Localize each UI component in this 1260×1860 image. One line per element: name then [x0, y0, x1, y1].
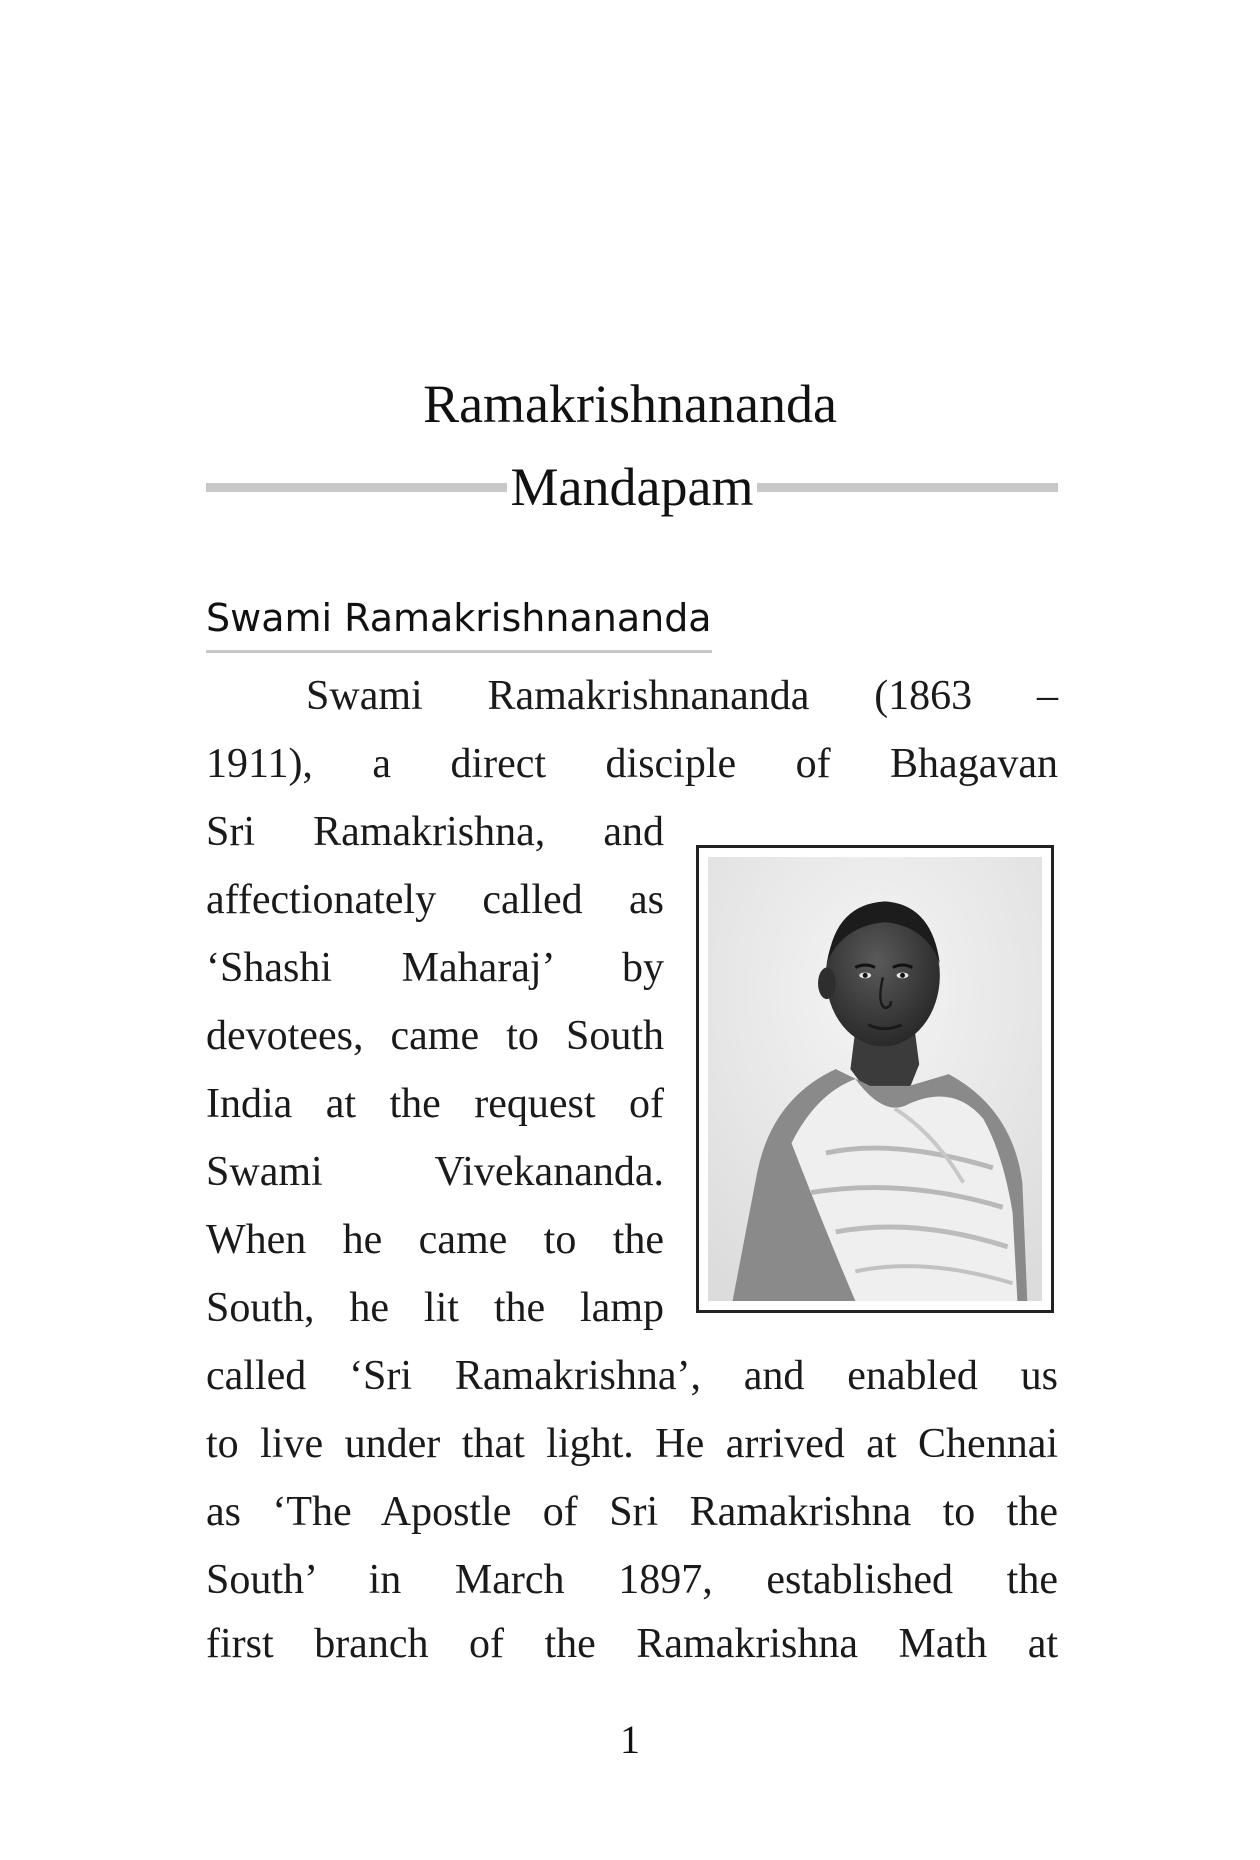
body-line: Swami Vivekananda. — [206, 1149, 664, 1195]
body-line: Swami Ramakrishnananda (1863 – — [306, 673, 1058, 719]
body-line: to live under that light. He arrived at Chennai — [206, 1421, 1058, 1467]
body-line: ‘Shashi Maharaj’ by — [206, 945, 664, 991]
body-line: devotees, came to South — [206, 1013, 664, 1059]
page-title-row — [206, 455, 1058, 519]
page-title-line-2: Mandapam — [510, 457, 754, 517]
title-rule-left — [206, 483, 507, 492]
body-line: South’ in March 1897, established the — [206, 1557, 1058, 1603]
portrait-photo — [708, 857, 1042, 1301]
portrait-photo-frame — [696, 845, 1054, 1313]
title-rule-right — [757, 483, 1058, 492]
body-line: affectionately called as — [206, 877, 664, 923]
body-line: India at the request of — [206, 1081, 664, 1127]
body-line: South, he lit the lamp — [206, 1285, 664, 1331]
body-line: Sri Ramakrishna, and — [206, 809, 664, 855]
section-heading: Swami Ramakrishnananda — [206, 590, 712, 653]
body-line: 1911), a direct disciple of Bhagavan — [206, 741, 1058, 787]
body-line: first branch of the Ramakrishna Math at — [206, 1621, 1058, 1667]
page-number: 1 — [620, 1717, 640, 1762]
body-line: as ‘The Apostle of Sri Ramakrishna to the — [206, 1489, 1058, 1535]
body-line: called ‘Sri Ramakrishna’, and enabled us — [206, 1353, 1058, 1399]
body-line: When he came to the — [206, 1217, 664, 1263]
page-title-line-1: Ramakrishnananda — [423, 374, 837, 434]
